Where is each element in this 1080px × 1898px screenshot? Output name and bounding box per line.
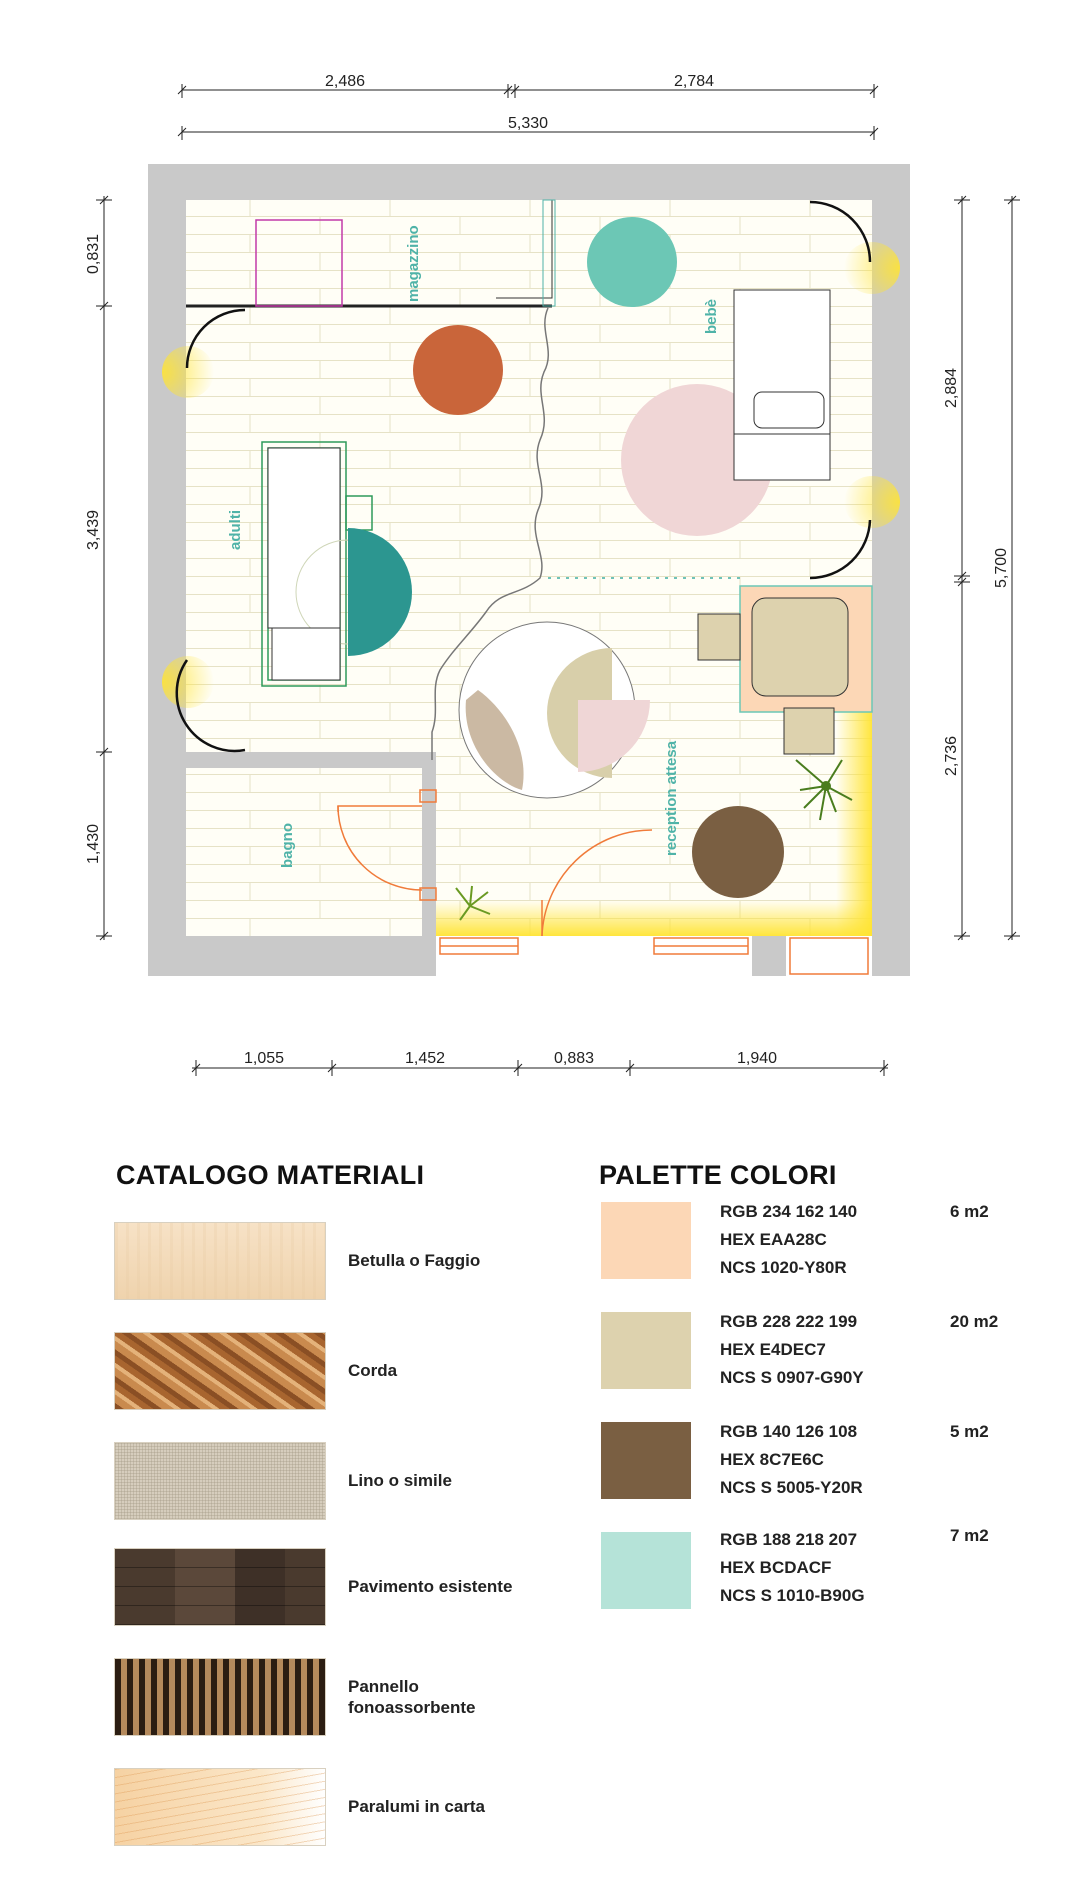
entrance-gap-right bbox=[786, 936, 872, 976]
wall-light-1 bbox=[844, 242, 900, 294]
light-strip-right bbox=[836, 712, 872, 936]
column bbox=[752, 936, 786, 976]
reception-table bbox=[752, 598, 848, 696]
material-label: Pavimento esistente bbox=[348, 1577, 513, 1596]
room-label-adulti: adulti bbox=[227, 510, 244, 550]
room-label-magazzino: magazzino bbox=[405, 225, 422, 302]
color-hex: HEX EAA28C bbox=[720, 1230, 827, 1249]
adulti-table bbox=[268, 448, 340, 628]
palette-title: PALETTE COLORI bbox=[599, 1160, 837, 1190]
dim-right-a: 2,884 bbox=[943, 367, 960, 409]
adulti-chair bbox=[272, 628, 340, 680]
pouf-teal bbox=[587, 217, 677, 307]
material-swatch-birch bbox=[114, 1222, 326, 1300]
stool-2 bbox=[784, 708, 834, 754]
color-area: 5 m2 bbox=[950, 1422, 989, 1441]
dim-left-c: 1,430 bbox=[85, 823, 102, 865]
dim-left-b: 3,439 bbox=[85, 509, 102, 551]
color-swatch bbox=[601, 1422, 691, 1499]
dim-left-a: 0,831 bbox=[85, 233, 102, 275]
dim-bottom-c: 0,883 bbox=[553, 1050, 595, 1067]
pouf-orange bbox=[413, 325, 503, 415]
pouf-brown bbox=[692, 806, 784, 898]
dim-bottom-a: 1,055 bbox=[243, 1050, 285, 1067]
changing-table bbox=[734, 290, 830, 480]
color-hex: HEX 8C7E6C bbox=[720, 1450, 824, 1469]
color-rgb: RGB 234 162 140 bbox=[720, 1202, 858, 1221]
color-swatch bbox=[601, 1312, 691, 1389]
color-hex: HEX E4DEC7 bbox=[720, 1340, 826, 1359]
wall-light-2 bbox=[844, 476, 900, 528]
room-label-bagno: bagno bbox=[279, 823, 296, 868]
color-area: 6 m2 bbox=[950, 1202, 989, 1221]
material-swatch-panel bbox=[114, 1658, 326, 1736]
bathroom-wall-side bbox=[422, 752, 436, 788]
room-label-bebe: bebè bbox=[703, 298, 720, 334]
dim-top-b: 2,784 bbox=[673, 73, 715, 90]
material-swatch-linen bbox=[114, 1442, 326, 1520]
color-area: 20 m2 bbox=[950, 1312, 999, 1331]
entrance-gap bbox=[436, 936, 752, 976]
dim-right-total: 5,700 bbox=[993, 547, 1010, 589]
color-ncs: NCS S 0907-G90Y bbox=[720, 1368, 864, 1387]
color-area: 7 m2 bbox=[950, 1526, 989, 1545]
color-code bbox=[720, 1526, 865, 1610]
color-code bbox=[720, 1198, 857, 1282]
color-hex: HEX BCDACF bbox=[720, 1558, 832, 1577]
dim-bottom-b: 1,452 bbox=[404, 1050, 446, 1067]
material-label: Paralumi in carta bbox=[348, 1797, 486, 1816]
floor-bathroom bbox=[186, 768, 422, 936]
material-label: Corda bbox=[348, 1361, 398, 1380]
wall-light-4 bbox=[162, 656, 214, 708]
room-label-reception: reception attesa bbox=[663, 740, 680, 856]
material-label: Pannello fonoassorbente bbox=[348, 1677, 476, 1717]
material-label: Betulla o Faggio bbox=[348, 1251, 481, 1270]
color-rgb: RGB 188 218 207 bbox=[720, 1530, 858, 1549]
dim-top-a: 2,486 bbox=[324, 73, 366, 90]
color-rgb: RGB 140 126 108 bbox=[720, 1422, 858, 1441]
color-swatch bbox=[601, 1202, 691, 1279]
material-swatch-floor bbox=[114, 1548, 326, 1626]
color-code bbox=[720, 1308, 864, 1392]
color-rgb: RGB 228 222 199 bbox=[720, 1312, 858, 1331]
light-strip-bottom bbox=[436, 900, 872, 936]
material-label: Lino o simile bbox=[348, 1471, 452, 1490]
changing-basin bbox=[754, 392, 824, 428]
material-swatch-paper bbox=[114, 1768, 326, 1846]
color-ncs: NCS S 1010-B90G bbox=[720, 1586, 865, 1605]
dim-right-b: 2,736 bbox=[943, 735, 960, 777]
dim-bottom-d: 1,940 bbox=[736, 1050, 778, 1067]
stool-1 bbox=[698, 614, 740, 660]
dim-top-total: 5,330 bbox=[507, 115, 549, 132]
material-swatch-rope bbox=[114, 1332, 326, 1410]
bathroom-wall-side-low bbox=[422, 892, 436, 976]
color-ncs: NCS 1020-Y80R bbox=[720, 1258, 847, 1277]
bathroom-wall-top bbox=[186, 752, 436, 768]
color-ncs: NCS S 5005-Y20R bbox=[720, 1478, 863, 1497]
color-code bbox=[720, 1418, 863, 1502]
color-swatch bbox=[601, 1532, 691, 1609]
materials-title: CATALOGO MATERIALI bbox=[116, 1160, 425, 1190]
